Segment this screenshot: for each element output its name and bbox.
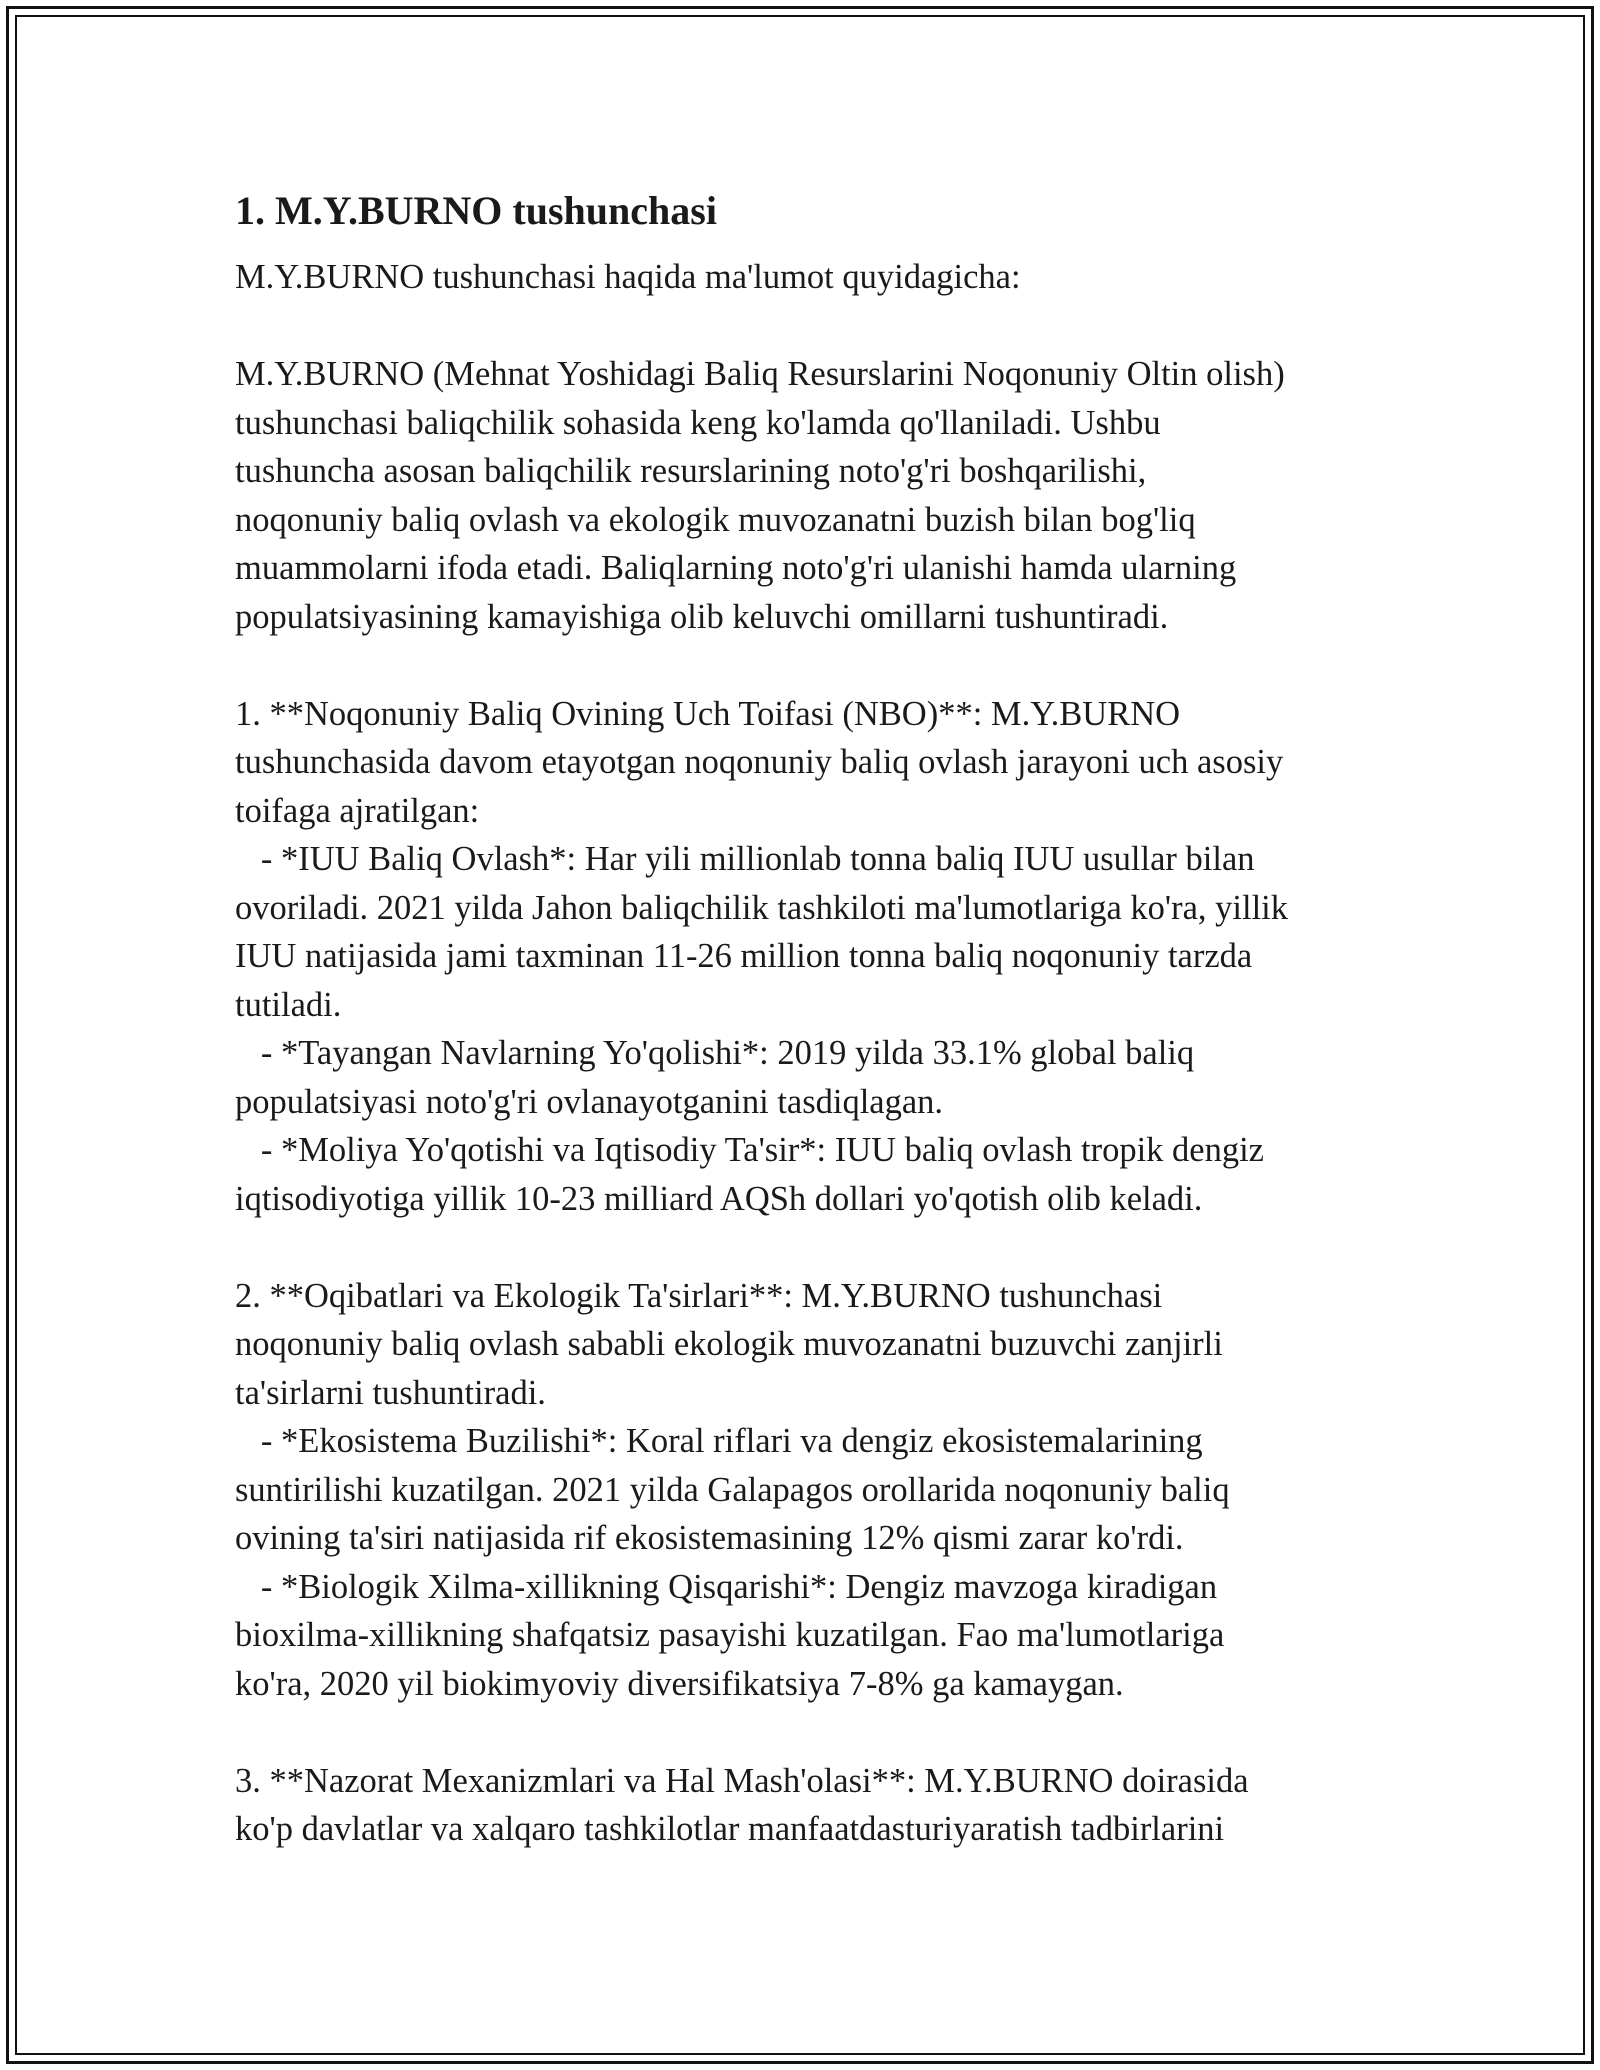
blank-line bbox=[235, 1223, 1395, 1272]
text-line: populatsiyasi noto'g'ri ovlanayotganini tasdiqlagan. bbox=[235, 1082, 944, 1121]
text-line: M.Y.BURNO (Mehnat Yoshidagi Baliq Resurslarini Noqonuniy Oltin olish) bbox=[235, 355, 1285, 393]
text-line: noqonuniy baliq ovlash va ekologik muvozanatni buzish bilan bog'liq bbox=[235, 500, 1196, 539]
text-line: suntirilishi kuzatilgan. 2021 yilda Galapagos orollarida noqonuniy baliq bbox=[235, 1470, 1230, 1509]
text-line: muammolarni ifoda etadi. Baliqlarning noto'g'ri ulanishi hamda ularning bbox=[235, 549, 1237, 587]
text-line: 2. **Oqibatlari va Ekologik Ta'sirlari**: M.Y.BURNO tushunchasi bbox=[235, 1276, 1163, 1315]
text-line: populatsiyasining kamayishiga olib keluvchi omillarni tushuntiradi. bbox=[235, 597, 1169, 636]
text-line: - *Ekosistema Buzilishi*: Koral riflari va dengiz ekosistemalarining bbox=[235, 1422, 1203, 1460]
document-text bbox=[235, 253, 1395, 1854]
blank-line bbox=[235, 302, 1395, 351]
text-line: ko'ra, 2020 yil biokimyoviy diversifikatsiya 7-8% ga kamaygan. bbox=[235, 1664, 1124, 1703]
text-line: noqonuniy baliq ovlash sababli ekologik muvozanatni buzuvchi zanjirli bbox=[235, 1325, 1223, 1363]
blank-line bbox=[235, 1708, 1395, 1757]
text-line: tushunchasida davom etayotgan noqonuniy baliq ovlash jarayoni uch asosiy bbox=[235, 743, 1284, 781]
text-line: 1. **Noqonuniy Baliq Ovining Uch Toifasi (NBO)**: M.Y.BURNO bbox=[235, 694, 1181, 733]
text-line: IUU natijasida jami taxminan 11-26 million tonna baliq noqonuniy tarzda bbox=[235, 937, 1253, 975]
text-line: tutiladi. bbox=[235, 985, 342, 1024]
text-line: - *Biologik Xilma-xillikning Qisqarishi*: Dengiz mavzoga kiradigan bbox=[235, 1567, 1218, 1606]
text-line: - *Moliya Yo'qotishi va Iqtisodiy Ta'sir*: IUU baliq ovlash tropik dengiz bbox=[235, 1131, 1264, 1169]
text-line: iqtisodiyotiga yillik 10-23 milliard AQSh dollari yo'qotish olib keladi. bbox=[235, 1179, 1203, 1218]
blank-line bbox=[235, 641, 1395, 690]
text-line: ovoriladi. 2021 yilda Jahon baliqchilik tashkiloti ma'lumotlariga ko'ra, yillik bbox=[235, 888, 1289, 927]
text-line: - *Tayangan Navlarning Yo'qolishi*: 2019 yilda 33.1% global baliq bbox=[235, 1034, 1195, 1072]
text-line: bioxilma-xillikning shafqatsiz pasayishi kuzatilgan. Fao ma'lumotlariga bbox=[235, 1616, 1225, 1654]
text-line: tushuncha asosan baliqchilik resurslarining noto'g'ri boshqarilishi, bbox=[235, 452, 1147, 490]
text-line: tushunchasi baliqchilik sohasida keng ko'lamda qo'llaniladi. Ushbu bbox=[235, 403, 1161, 442]
text-line: - *IUU Baliq Ovlash*: Har yili millionlab tonna baliq IUU usullar bilan bbox=[235, 840, 1255, 878]
text-line: ko'p davlatlar va xalqaro tashkilotlar manfaatdasturiyaratish tadbirlarini bbox=[235, 1810, 1225, 1848]
document-title: 1. M.Y.BURNO tushunchasi bbox=[235, 188, 717, 233]
text-line: ta'sirlarni tushuntiradi. bbox=[235, 1373, 546, 1412]
text-line: toifaga ajratilgan: bbox=[235, 791, 480, 830]
text-line: M.Y.BURNO tushunchasi haqida ma'lumot quyidagicha: bbox=[235, 258, 1021, 296]
text-line: 3. **Nazorat Mexanizmlari va Hal Mash'olasi**: M.Y.BURNO doirasida bbox=[235, 1761, 1249, 1800]
document-body bbox=[235, 185, 1395, 1854]
text-line: ovining ta'siri natijasida rif ekosistemasining 12% qismi zarar ko'rdi. bbox=[235, 1519, 1184, 1557]
